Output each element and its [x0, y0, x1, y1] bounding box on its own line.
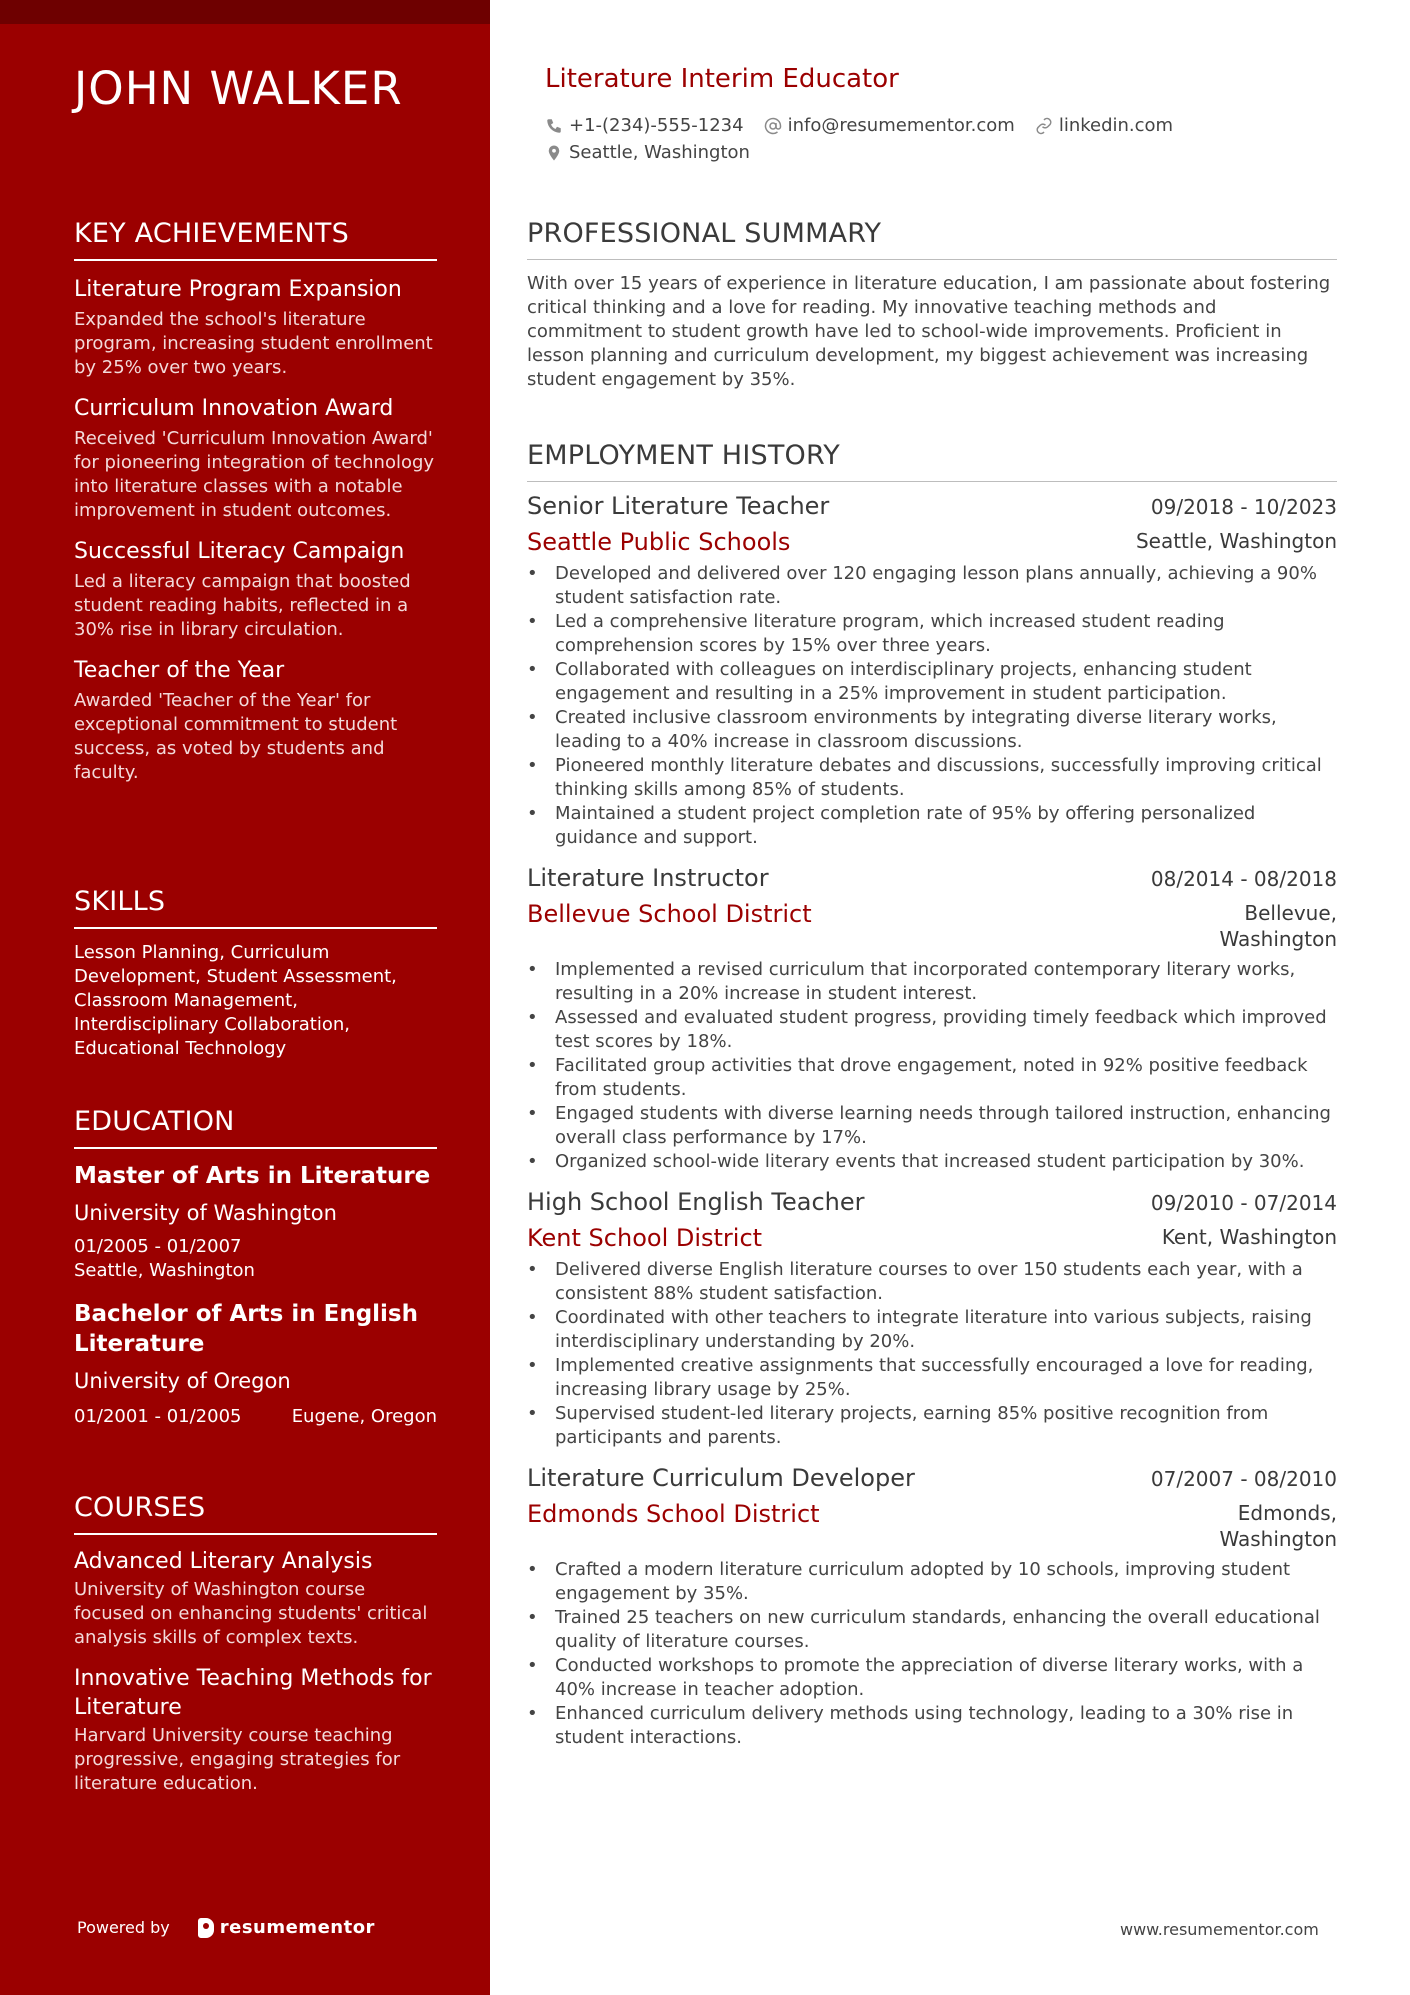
- brand-name: resumementor: [219, 1917, 375, 1938]
- contact-phone[interactable]: [545, 115, 744, 136]
- contact-row: [545, 112, 1173, 139]
- job-header: [527, 1464, 1337, 1492]
- skills-heading: SKILLS: [74, 886, 437, 929]
- job-bullet: • Created inclusive classroom environments by integrating diverse literary works, leading to a 40% increase in classroom discussions.: [527, 706, 1337, 754]
- education-school: University of Washington: [74, 1201, 337, 1225]
- linkedin-link: linkedin.com: [1058, 115, 1174, 136]
- job-bullet: • Implemented creative assignments that successfully encouraged a love for reading, increasing library usage by 25%.: [527, 1354, 1337, 1402]
- contact-email[interactable]: [764, 115, 1015, 136]
- education-meta-row: [74, 1405, 437, 1429]
- job-company: Bellevue School District: [527, 900, 812, 928]
- job-header: [527, 1188, 1337, 1216]
- key-achievements-section: [74, 218, 437, 785]
- course-title: Innovative Teaching Methods for Literature: [74, 1666, 432, 1720]
- job-bullet: • Facilitated group activities that drove engagement, noted in 92% positive feedback from students.: [527, 1054, 1337, 1102]
- education-location: Eugene, Oregon: [291, 1406, 437, 1427]
- job-bullet: • Delivered diverse English literature courses to over 150 students each year, with a consistent 88% student satisfaction.: [527, 1258, 1337, 1306]
- job-company: Edmonds School District: [527, 1500, 820, 1528]
- job-subheader: [527, 900, 1337, 952]
- powered-by: [77, 1917, 375, 1938]
- job-dates: 08/2014 - 08/2018: [1150, 867, 1337, 891]
- job-dates: 09/2018 - 10/2023: [1150, 495, 1337, 519]
- job-header: [527, 864, 1337, 892]
- course-item: [74, 1547, 437, 1650]
- contact-row: [545, 139, 1173, 166]
- job-bullet: • Crafted a modern literature curriculum adopted by 10 schools, improving student engagement by 35%.: [527, 1558, 1337, 1606]
- job-target-title: Literature Interim Educator: [545, 64, 899, 94]
- achievement-desc: Expanded the school's literature program, increasing student enrollment by 25% over two years.: [74, 309, 433, 378]
- course-title: Advanced Literary Analysis: [74, 1549, 373, 1574]
- job-bullet: • Assessed and evaluated student progress, providing timely feedback which improved test scores by 18%.: [527, 1006, 1337, 1054]
- courses-heading: COURSES: [74, 1492, 437, 1535]
- job-bullet: • Organized school-wide literary events that increased student participation by 30%.: [527, 1150, 1337, 1174]
- employment-section: [527, 440, 1337, 1750]
- job-entry: [527, 492, 1337, 850]
- job-bullet: • Maintained a student project completion rate of 95% by offering personalized guidance and support.: [527, 802, 1337, 850]
- achievement-desc: Awarded 'Teacher of the Year' for exceptional commitment to student success, as voted by students and faculty.: [74, 690, 398, 783]
- summary-section: [527, 218, 1337, 392]
- achievement-title: Curriculum Innovation Award: [74, 396, 394, 421]
- job-bullets: [527, 1558, 1337, 1750]
- skills-section: [74, 886, 437, 1061]
- job-location: Edmonds, Washington: [1219, 1501, 1337, 1551]
- job-entry: [527, 1188, 1337, 1450]
- job-dates: 09/2010 - 07/2014: [1150, 1191, 1337, 1215]
- sidebar: [0, 0, 490, 1995]
- job-title: Literature Instructor: [527, 864, 769, 892]
- job-subheader: [527, 1224, 1337, 1252]
- achievement-title: Literature Program Expansion: [74, 277, 402, 302]
- education-item: [74, 1299, 437, 1429]
- resumementor-logo-icon: [198, 1918, 214, 1938]
- achievement-title: Successful Literacy Campaign: [74, 539, 405, 564]
- achievement-desc: Received 'Curriculum Innovation Award' for pioneering integration of technology into literature classes with a notable improvement in student outcomes.: [74, 428, 435, 521]
- job-dates: 07/2007 - 08/2010: [1150, 1467, 1337, 1491]
- job-location: Seattle, Washington: [1135, 529, 1337, 553]
- job-title: High School English Teacher: [527, 1188, 865, 1216]
- education-degree: Master of Arts in Literature: [74, 1163, 431, 1189]
- education-location: Seattle, Washington: [74, 1260, 255, 1281]
- contact-linkedin[interactable]: [1035, 115, 1173, 136]
- job-header: [527, 492, 1337, 520]
- education-section: [74, 1106, 437, 1429]
- job-bullet: • Collaborated with colleagues on interdisciplinary projects, enhancing student engagement and resulting in a 25% improvement in student participation.: [527, 658, 1337, 706]
- job-location: Kent, Washington: [1161, 1225, 1337, 1249]
- job-subheader: [527, 528, 1337, 556]
- education-school: University of Oregon: [74, 1369, 291, 1393]
- key-achievements-heading: KEY ACHIEVEMENTS: [74, 218, 437, 261]
- contact-location: [545, 142, 750, 163]
- summary-heading: PROFESSIONAL SUMMARY: [527, 218, 1337, 260]
- education-item: [74, 1161, 437, 1283]
- link-icon: [1035, 117, 1053, 135]
- job-bullet: • Engaged students with diverse learning needs through tailored instruction, enhancing overall class performance by 17%.: [527, 1102, 1337, 1150]
- achievement-item: [74, 275, 437, 380]
- phone-icon: [545, 117, 563, 135]
- summary-text: With over 15 years of experience in literature education, I am passionate about fostering critical thinking and a love for reading. My innovative teaching methods and commitment to student growth have led to school-wide improvements. Proficient in lesson planning and curriculum development, my biggest achievement was increasing student engagement by 35%.: [527, 273, 1331, 390]
- skills-list: Lesson Planning, Curriculum Development, Student Assessment, Classroom Management, Interdisciplinary Collaboration, Educational Technology: [74, 942, 397, 1059]
- job-bullet: • Implemented a revised curriculum that incorporated contemporary literary works, resulting in a 20% increase in student interest.: [527, 958, 1337, 1006]
- candidate-name: JOHN WALKER: [74, 62, 403, 115]
- at-icon: [764, 117, 782, 135]
- achievement-title: Teacher of the Year: [74, 658, 285, 683]
- education-degree: Bachelor of Arts in English Literature: [74, 1301, 418, 1357]
- job-entry: [527, 864, 1337, 1174]
- course-item: [74, 1664, 437, 1796]
- powered-by-label: Powered by: [77, 1918, 170, 1937]
- sidebar-top-bar: [0, 0, 490, 24]
- job-title: Literature Curriculum Developer: [527, 1464, 915, 1492]
- job-bullet: • Trained 25 teachers on new curriculum standards, enhancing the overall educational quality of literature courses.: [527, 1606, 1337, 1654]
- job-bullet: • Conducted workshops to promote the appreciation of diverse literary works, with a 40% increase in teacher adoption.: [527, 1654, 1337, 1702]
- job-bullet: • Enhanced curriculum delivery methods using technology, leading to a 30% rise in student interactions.: [527, 1702, 1337, 1750]
- location-pin-icon: [545, 144, 563, 162]
- job-bullets: [527, 1258, 1337, 1450]
- job-bullet: • Pioneered monthly literature debates and discussions, successfully improving critical thinking skills among 85% of students.: [527, 754, 1337, 802]
- course-desc: University of Washington course focused on enhancing students' critical analysis skills of complex texts.: [74, 1579, 428, 1648]
- job-bullet: • Led a comprehensive literature program, which increased student reading comprehension scores by 15% over three years.: [527, 610, 1337, 658]
- job-bullets: [527, 958, 1337, 1174]
- contact-info: [545, 112, 1173, 166]
- employment-heading: EMPLOYMENT HISTORY: [527, 440, 1337, 482]
- job-bullets: [527, 562, 1337, 850]
- job-title: Senior Literature Teacher: [527, 492, 830, 520]
- education-dates: 01/2005 - 01/2007: [74, 1236, 242, 1257]
- education-heading: EDUCATION: [74, 1106, 437, 1149]
- phone-number: +1-(234)-555-1234: [569, 115, 744, 136]
- job-entry: [527, 1464, 1337, 1750]
- achievement-item: [74, 394, 437, 523]
- education-dates: 01/2001 - 01/2005: [74, 1406, 242, 1427]
- job-company: Kent School District: [527, 1224, 763, 1252]
- brand-logo[interactable]: [198, 1917, 375, 1938]
- job-bullet: • Supervised student-led literary projects, earning 85% positive recognition from participants and parents.: [527, 1402, 1337, 1450]
- footer-url[interactable]: www.resumementor.com: [1120, 1920, 1319, 1939]
- job-bullet: • Developed and delivered over 120 engaging lesson plans annually, achieving a 90% student satisfaction rate.: [527, 562, 1337, 610]
- course-desc: Harvard University course teaching progressive, engaging strategies for literature education.: [74, 1725, 401, 1794]
- achievement-desc: Led a literacy campaign that boosted student reading habits, reflected in a 30% rise in library circulation.: [74, 571, 411, 640]
- location-text: Seattle, Washington: [569, 142, 750, 163]
- job-bullet: • Coordinated with other teachers to integrate literature into various subjects, raising interdisciplinary understanding by 20%.: [527, 1306, 1337, 1354]
- job-location: Bellevue, Washington: [1219, 901, 1337, 951]
- courses-section: [74, 1492, 437, 1796]
- job-company: Seattle Public Schools: [527, 528, 791, 556]
- email-address: info@resumementor.com: [787, 115, 1015, 136]
- achievement-item: [74, 656, 437, 785]
- job-subheader: [527, 1500, 1337, 1552]
- achievement-item: [74, 537, 437, 642]
